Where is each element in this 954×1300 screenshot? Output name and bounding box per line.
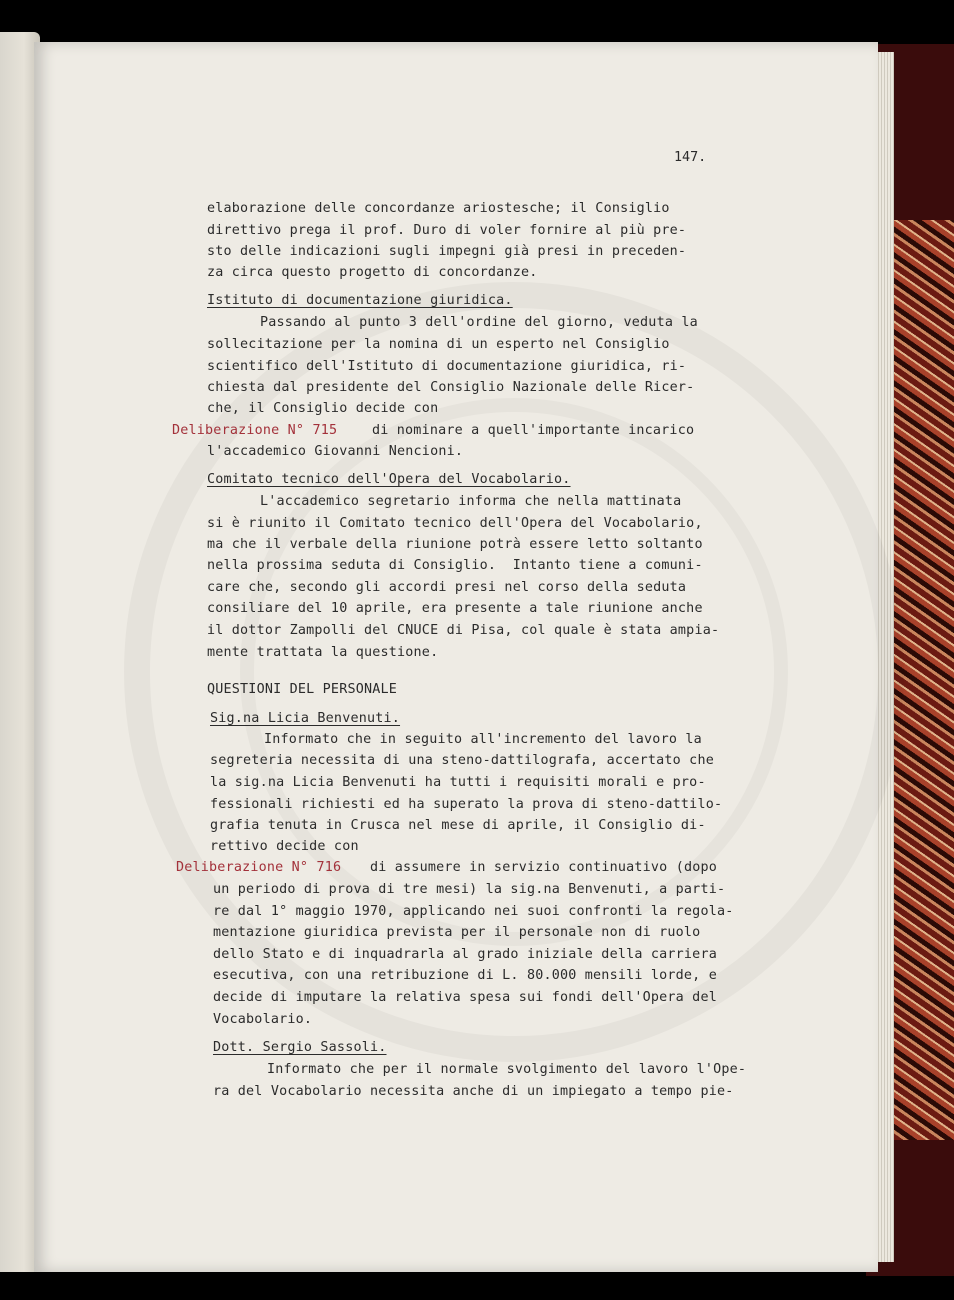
text-line: rettivo decide con — [210, 839, 359, 854]
text-line: re dal 1° maggio 1970, applicando nei suoi confronti la regola- — [213, 904, 734, 919]
section-title: QUESTIONI DEL PERSONALE — [207, 682, 398, 697]
watermark-seal — [124, 282, 904, 1062]
section-heading: Dott. Sergio Sassoli. — [213, 1040, 387, 1055]
text-line: mentazione giuridica prevista per il personale non di ruolo — [213, 925, 701, 940]
text-line: consiliare del 10 aprile, era presente a tale riunione anche — [207, 601, 703, 616]
text-line: di nominare a quell'importante incarico — [372, 423, 695, 438]
text-line: segreteria necessita di una steno-dattilografa, accertato che — [210, 753, 714, 768]
text-line: sto delle indicazioni sugli impegni già presi in preceden- — [207, 244, 687, 259]
text-line: l'accademico Giovanni Nencioni. — [207, 444, 464, 459]
text-line: decide di imputare la relativa spesa sui fondi dell'Opera del — [213, 990, 717, 1005]
text-line: nella prossima seduta di Consiglio. Intanto tiene a comuni- — [207, 558, 703, 573]
text-line: Informato che in seguito all'incremento del lavoro la — [264, 732, 702, 747]
text-line: ra del Vocabolario necessita anche di un impiegato a tempo pie- — [213, 1084, 734, 1099]
text-line: elaborazione delle concordanze ariostesche; il Consiglio — [207, 201, 670, 216]
text-line: direttivo prega il prof. Duro di voler fornire al più pre- — [207, 223, 687, 238]
text-line: scientifico dell'Istituto di documentazione giuridica, ri- — [207, 359, 687, 374]
section-heading: Sig.na Licia Benvenuti. — [210, 711, 401, 726]
text-line: un periodo di prova di tre mesi) la sig.na Benvenuti, a parti- — [213, 882, 726, 897]
deliberation-label: Deliberazione N° 716 — [176, 860, 342, 875]
text-line: ma che il verbale della riunione potrà essere letto soltanto — [207, 537, 703, 552]
text-line: Informato che per il normale svolgimento del lavoro l'Ope- — [267, 1062, 747, 1077]
text-line: chiesta dal presidente del Consiglio Nazionale delle Ricer- — [207, 380, 695, 395]
text-line: dello Stato e di inquadrarla al grado iniziale della carriera — [213, 947, 717, 962]
text-line: L'accademico segretario informa che nella mattinata — [260, 494, 682, 509]
text-line: di assumere in servizio continuativo (dopo — [370, 860, 717, 875]
text-line: fessionali richiesti ed ha superato la prova di steno-dattilo- — [210, 797, 723, 812]
text-line: esecutiva, con una retribuzione di L. 80.000 mensili lorde, e — [213, 968, 717, 983]
text-line: che, il Consiglio decide con — [207, 401, 439, 416]
text-line: care che, secondo gli accordi presi nel corso della seduta — [207, 580, 687, 595]
text-line: Passando al punto 3 dell'ordine del giorno, veduta la — [260, 315, 698, 330]
text-line: mente trattata la questione. — [207, 645, 439, 660]
text-line: grafia tenuta in Crusca nel mese di aprile, il Consiglio di- — [210, 818, 706, 833]
text-line: sollecitazione per la nomina di un esperto nel Consiglio — [207, 337, 670, 352]
text-line: za circa questo progetto di concordanze. — [207, 265, 538, 280]
page-number: 147. — [674, 150, 707, 165]
section-heading: Comitato tecnico dell'Opera del Vocabolario. — [207, 472, 571, 487]
text-line: il dottor Zampolli del CNUCE di Pisa, col quale è stata ampia- — [207, 623, 720, 638]
text-line: la sig.na Licia Benvenuti ha tutti i requisiti morali e pro- — [210, 775, 706, 790]
text-line: si è riunito il Comitato tecnico dell'Opera del Vocabolario, — [207, 516, 703, 531]
deliberation-label: Deliberazione N° 715 — [172, 423, 338, 438]
section-heading: Istituto di documentazione giuridica. — [207, 293, 513, 308]
text-line: Vocabolario. — [213, 1012, 313, 1027]
